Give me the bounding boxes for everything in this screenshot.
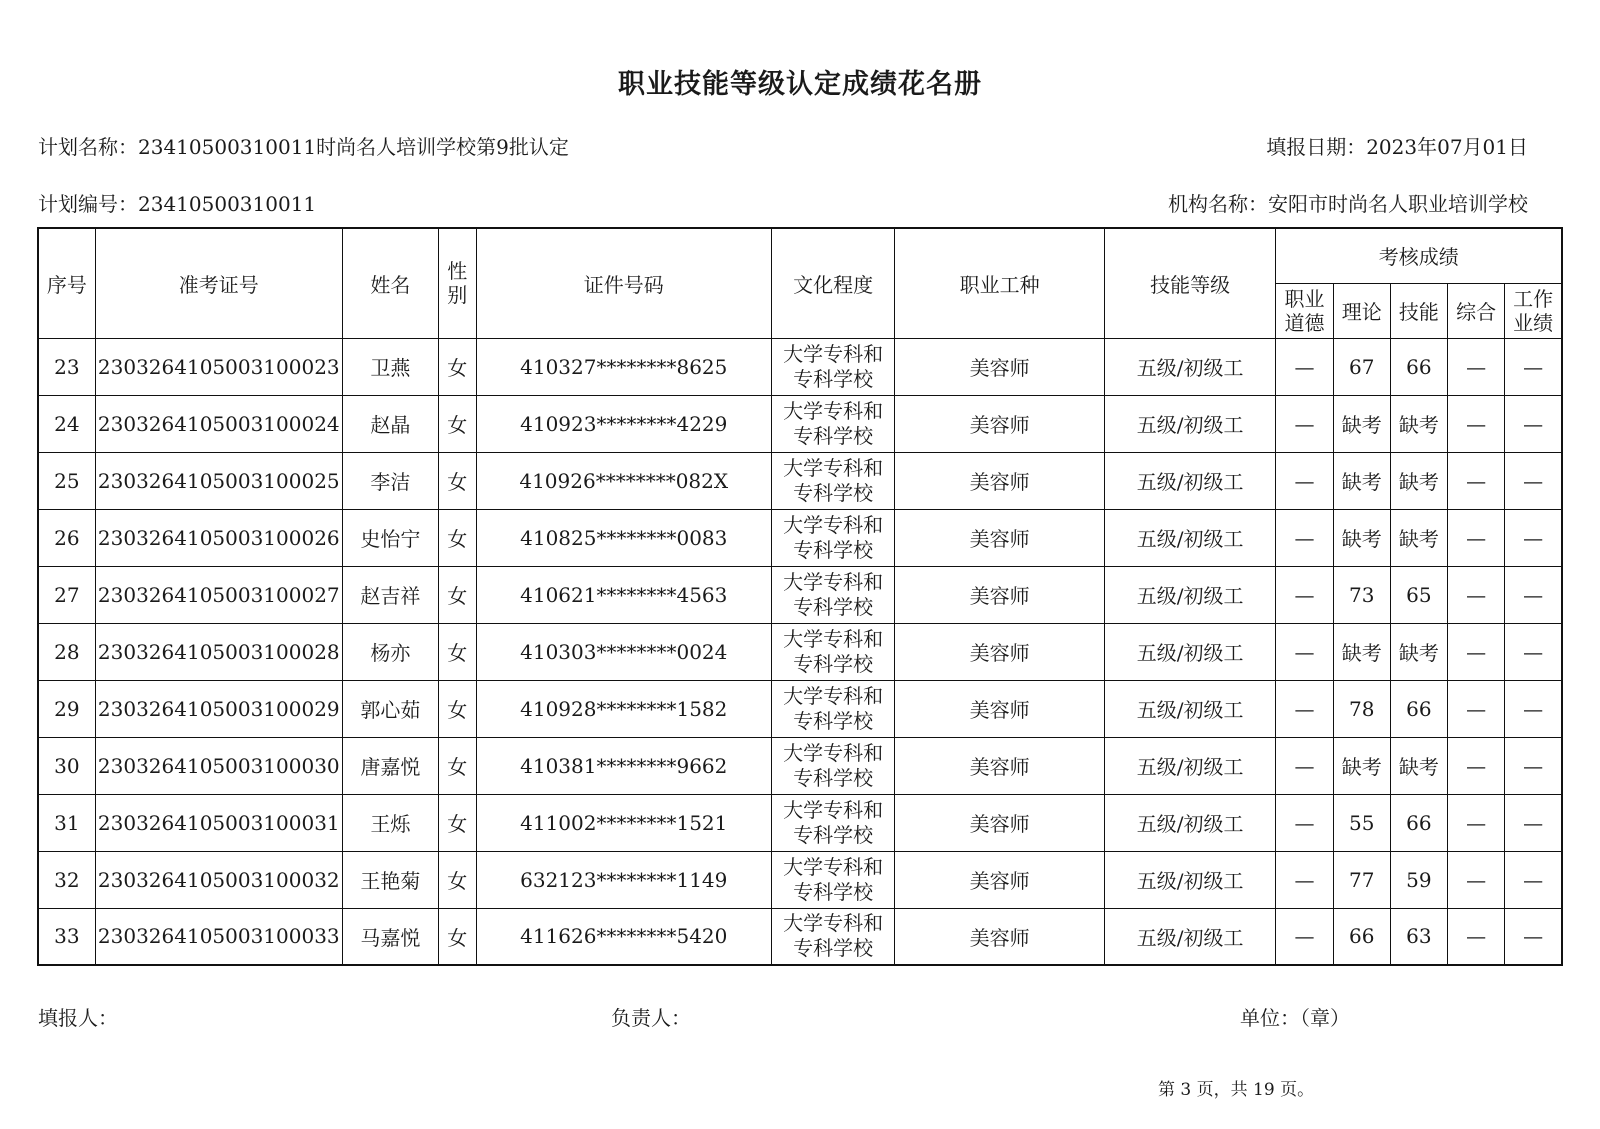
cell-overall: —: [1447, 908, 1504, 965]
cell-occupation: 美容师: [895, 509, 1104, 566]
page-indicator: 第 3 页，共 19 页。: [1158, 1080, 1315, 1100]
cell-ethics: —: [1276, 908, 1333, 965]
cell-ticket-no: 2303264105003100023: [95, 338, 342, 395]
plan-name: 计划名称：23410500310011时尚名人培训学校第9批认定: [38, 135, 569, 159]
header-skill: 技能: [1390, 283, 1447, 338]
cell-occupation: 美容师: [895, 395, 1104, 452]
cell-id-number: 411002********1521: [476, 794, 771, 851]
cell-theory: 77: [1333, 851, 1390, 908]
cell-education: 大学专科和 专科学校: [771, 680, 895, 737]
cell-ticket-no: 2303264105003100024: [95, 395, 342, 452]
cell-id-number: 410926********082X: [476, 452, 771, 509]
cell-id-number: 410928********1582: [476, 680, 771, 737]
plan-number: 计划编号：23410500310011: [38, 192, 317, 216]
table-row: [38, 908, 1562, 965]
cell-id-number: 410303********0024: [476, 623, 771, 680]
cell-ticket-no: 2303264105003100028: [95, 623, 342, 680]
organization-name: 机构名称：安阳市时尚名人职业培训学校: [1168, 192, 1528, 216]
cell-seq: 23: [38, 338, 95, 395]
cell-name: 卫燕: [342, 338, 438, 395]
cell-name: 赵吉祥: [342, 566, 438, 623]
cell-name: 史怡宁: [342, 509, 438, 566]
cell-ticket-no: 2303264105003100027: [95, 566, 342, 623]
cell-theory: 66: [1333, 908, 1390, 965]
cell-skill: 缺考: [1390, 452, 1447, 509]
cell-work-performance: —: [1505, 338, 1562, 395]
cell-seq: 29: [38, 680, 95, 737]
cell-theory: 缺考: [1333, 509, 1390, 566]
cell-skill-level: 五级/初级工: [1104, 680, 1276, 737]
cell-overall: —: [1447, 623, 1504, 680]
cell-gender: 女: [438, 737, 476, 794]
header-work-performance: 工作 业绩: [1505, 283, 1562, 338]
header-overall: 综合: [1447, 283, 1504, 338]
cell-theory: 67: [1333, 338, 1390, 395]
cell-education: 大学专科和 专科学校: [771, 566, 895, 623]
cell-seq: 32: [38, 851, 95, 908]
cell-name: 赵晶: [342, 395, 438, 452]
cell-skill: 66: [1390, 338, 1447, 395]
cell-ethics: —: [1276, 851, 1333, 908]
cell-skill-level: 五级/初级工: [1104, 509, 1276, 566]
cell-ticket-no: 2303264105003100029: [95, 680, 342, 737]
cell-occupation: 美容师: [895, 452, 1104, 509]
cell-skill-level: 五级/初级工: [1104, 452, 1276, 509]
cell-gender: 女: [438, 566, 476, 623]
cell-work-performance: —: [1505, 737, 1562, 794]
cell-occupation: 美容师: [895, 623, 1104, 680]
cell-education: 大学专科和 专科学校: [771, 851, 895, 908]
cell-skill-level: 五级/初级工: [1104, 908, 1276, 965]
cell-education: 大学专科和 专科学校: [771, 794, 895, 851]
cell-seq: 30: [38, 737, 95, 794]
cell-theory: 缺考: [1333, 395, 1390, 452]
cell-skill: 63: [1390, 908, 1447, 965]
cell-theory: 78: [1333, 680, 1390, 737]
table-row: [38, 395, 1562, 452]
cell-seq: 28: [38, 623, 95, 680]
cell-name: 马嘉悦: [342, 908, 438, 965]
cell-ethics: —: [1276, 680, 1333, 737]
cell-gender: 女: [438, 680, 476, 737]
cell-work-performance: —: [1505, 794, 1562, 851]
cell-overall: —: [1447, 509, 1504, 566]
cell-seq: 33: [38, 908, 95, 965]
cell-gender: 女: [438, 623, 476, 680]
cell-theory: 缺考: [1333, 623, 1390, 680]
cell-id-number: 410621********4563: [476, 566, 771, 623]
cell-ethics: —: [1276, 794, 1333, 851]
table-row: [38, 566, 1562, 623]
cell-name: 李洁: [342, 452, 438, 509]
cell-work-performance: —: [1505, 395, 1562, 452]
cell-occupation: 美容师: [895, 908, 1104, 965]
cell-skill: 66: [1390, 680, 1447, 737]
header-gender: 性 别: [438, 228, 476, 338]
cell-seq: 25: [38, 452, 95, 509]
cell-ethics: —: [1276, 338, 1333, 395]
table-row: [38, 737, 1562, 794]
cell-education: 大学专科和 专科学校: [771, 623, 895, 680]
cell-name: 杨亦: [342, 623, 438, 680]
cell-skill-level: 五级/初级工: [1104, 566, 1276, 623]
roster-body: [38, 338, 1562, 965]
cell-skill-level: 五级/初级工: [1104, 338, 1276, 395]
cell-skill-level: 五级/初级工: [1104, 623, 1276, 680]
cell-work-performance: —: [1505, 509, 1562, 566]
score-roster-table: [37, 227, 1563, 966]
cell-skill: 59: [1390, 851, 1447, 908]
header-seq: 序号: [38, 228, 95, 338]
filler-label: 填报人：: [38, 1006, 118, 1030]
header-education: 文化程度: [771, 228, 895, 338]
table-row: [38, 452, 1562, 509]
cell-overall: —: [1447, 737, 1504, 794]
cell-gender: 女: [438, 395, 476, 452]
cell-gender: 女: [438, 794, 476, 851]
cell-id-number: 632123********1149: [476, 851, 771, 908]
cell-theory: 55: [1333, 794, 1390, 851]
cell-ethics: —: [1276, 623, 1333, 680]
cell-ticket-no: 2303264105003100033: [95, 908, 342, 965]
cell-gender: 女: [438, 509, 476, 566]
cell-ticket-no: 2303264105003100030: [95, 737, 342, 794]
table-row: [38, 623, 1562, 680]
cell-overall: —: [1447, 338, 1504, 395]
table-row: [38, 680, 1562, 737]
cell-name: 王艳菊: [342, 851, 438, 908]
cell-work-performance: —: [1505, 851, 1562, 908]
header-occupation: 职业工种: [895, 228, 1104, 338]
cell-gender: 女: [438, 851, 476, 908]
cell-education: 大学专科和 专科学校: [771, 395, 895, 452]
cell-work-performance: —: [1505, 908, 1562, 965]
cell-ethics: —: [1276, 509, 1333, 566]
cell-skill-level: 五级/初级工: [1104, 794, 1276, 851]
cell-theory: 73: [1333, 566, 1390, 623]
cell-work-performance: —: [1505, 623, 1562, 680]
cell-skill: 缺考: [1390, 395, 1447, 452]
header-id-number: 证件号码: [476, 228, 771, 338]
cell-overall: —: [1447, 395, 1504, 452]
cell-seq: 27: [38, 566, 95, 623]
cell-ethics: —: [1276, 737, 1333, 794]
cell-skill: 缺考: [1390, 509, 1447, 566]
manager-label: 负责人：: [611, 1006, 691, 1030]
cell-ticket-no: 2303264105003100025: [95, 452, 342, 509]
cell-skill: 缺考: [1390, 737, 1447, 794]
cell-ethics: —: [1276, 395, 1333, 452]
cell-id-number: 410923********4229: [476, 395, 771, 452]
cell-theory: 缺考: [1333, 452, 1390, 509]
cell-occupation: 美容师: [895, 737, 1104, 794]
cell-ticket-no: 2303264105003100032: [95, 851, 342, 908]
table-row: [38, 338, 1562, 395]
cell-theory: 缺考: [1333, 737, 1390, 794]
cell-work-performance: —: [1505, 452, 1562, 509]
cell-education: 大学专科和 专科学校: [771, 509, 895, 566]
header-name: 姓名: [342, 228, 438, 338]
cell-ticket-no: 2303264105003100026: [95, 509, 342, 566]
unit-seal-label: 单位：（章）: [1240, 1006, 1350, 1030]
cell-overall: —: [1447, 566, 1504, 623]
cell-id-number: 410327********8625: [476, 338, 771, 395]
cell-skill-level: 五级/初级工: [1104, 395, 1276, 452]
cell-id-number: 410381********9662: [476, 737, 771, 794]
cell-name: 唐嘉悦: [342, 737, 438, 794]
cell-overall: —: [1447, 851, 1504, 908]
cell-ethics: —: [1276, 452, 1333, 509]
cell-overall: —: [1447, 680, 1504, 737]
cell-skill-level: 五级/初级工: [1104, 737, 1276, 794]
cell-overall: —: [1447, 452, 1504, 509]
cell-gender: 女: [438, 338, 476, 395]
fill-date: 填报日期：2023年07月01日: [1266, 135, 1528, 159]
cell-skill: 缺考: [1390, 623, 1447, 680]
header-theory: 理论: [1333, 283, 1390, 338]
cell-id-number: 411626********5420: [476, 908, 771, 965]
header-ticket-no: 准考证号: [95, 228, 342, 338]
cell-skill: 66: [1390, 794, 1447, 851]
cell-education: 大学专科和 专科学校: [771, 737, 895, 794]
header-score-group: 考核成绩: [1276, 228, 1562, 283]
page-title: 职业技能等级认定成绩花名册: [618, 69, 982, 100]
cell-occupation: 美容师: [895, 851, 1104, 908]
cell-gender: 女: [438, 452, 476, 509]
table-row: [38, 851, 1562, 908]
cell-skill: 65: [1390, 566, 1447, 623]
cell-ethics: —: [1276, 566, 1333, 623]
cell-ticket-no: 2303264105003100031: [95, 794, 342, 851]
cell-name: 郭心茹: [342, 680, 438, 737]
cell-seq: 31: [38, 794, 95, 851]
cell-education: 大学专科和 专科学校: [771, 908, 895, 965]
table-row: [38, 794, 1562, 851]
cell-occupation: 美容师: [895, 680, 1104, 737]
cell-seq: 26: [38, 509, 95, 566]
cell-seq: 24: [38, 395, 95, 452]
cell-work-performance: —: [1505, 566, 1562, 623]
cell-gender: 女: [438, 908, 476, 965]
cell-education: 大学专科和 专科学校: [771, 338, 895, 395]
cell-name: 王烁: [342, 794, 438, 851]
cell-id-number: 410825********0083: [476, 509, 771, 566]
cell-work-performance: —: [1505, 680, 1562, 737]
cell-occupation: 美容师: [895, 566, 1104, 623]
table-row: [38, 509, 1562, 566]
cell-education: 大学专科和 专科学校: [771, 452, 895, 509]
cell-occupation: 美容师: [895, 338, 1104, 395]
cell-skill-level: 五级/初级工: [1104, 851, 1276, 908]
cell-occupation: 美容师: [895, 794, 1104, 851]
cell-overall: —: [1447, 794, 1504, 851]
header-skill-level: 技能等级: [1104, 228, 1276, 338]
header-ethics: 职业 道德: [1276, 283, 1333, 338]
